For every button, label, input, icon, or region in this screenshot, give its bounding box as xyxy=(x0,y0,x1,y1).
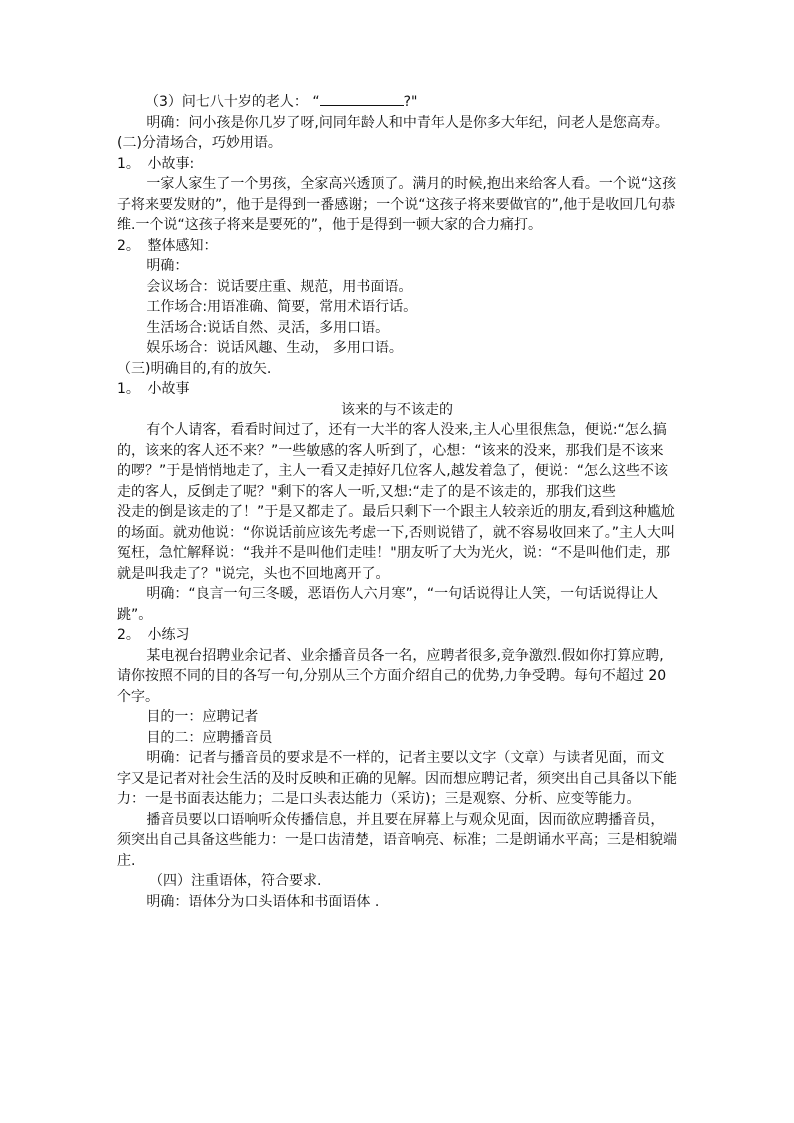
item-title: 小故事: xyxy=(147,155,195,172)
section-3-heading: （三)明确目的,有的放矢. xyxy=(117,360,272,377)
story-title: 该来的与不该走的 xyxy=(341,401,453,418)
story-2-part-1: 有个人请客，看看时间过了，还有一大半的客人没来,主人心里很焦急，便说:“怎么搞的，该来的客人还不来？”一些敏感的客人听到了，心想：“该来的没来，那我们是不该来的啰？”于是悄悄地走了，主人一看又走掉好几位客人,越发着急了，便说：“怎么这些不该走的客人，反倒走了呢？"剩下的客人一听,又想:“走了的是不该走的，那我们这些 xyxy=(117,422,668,500)
clarification-4: 明确：记者与播音员的要求是不一样的，记者主要以文字（文章）与读者见面，而文字又是记者对社会生活的及时反映和正确的见解。因而想应聘记者，须突出自己具备以下能力：一是书面表达能力；二是口头表达能力（采访)；三是观察、分析、应变等能力。 xyxy=(117,750,677,807)
question-3-text: （3）问七八十岁的老人： “ xyxy=(145,94,320,110)
goal-reporter: 目的一：应聘记者 xyxy=(146,709,259,725)
section-2-heading: (二)分清场合，巧妙用语。 xyxy=(117,135,282,151)
section-3-item-1 xyxy=(117,379,677,400)
item-title: 小故事 xyxy=(147,381,190,397)
goal-announcer: 目的二：应聘播音员 xyxy=(146,729,273,746)
clarification-5: 明确：语体分为口头语体和书面语体 . xyxy=(146,893,380,910)
story-2-part-2: 没走的倒是该走的了！”于是又都走了。最后只剩下一个跟主人较亲近的朋友,看到这种尴尬的场面。就劝他说：“你说话前应该先考虑一下,否则说错了，就不容易收回来了。”主人大叫冤枉，急忙解释说：“我并不是叫他们走哇！"朋友听了大为光火，说：“不是叫他们走，那就是叫我走了？"说完，头也不回地离开了。 xyxy=(117,504,675,582)
document-page xyxy=(117,92,677,912)
clarification-1: 明确：问小孩是你几岁了呀,问同年龄人和中青年人是你多大年纪，问老人是您高寿。 xyxy=(146,114,669,131)
item-title: 小练习 xyxy=(147,627,190,643)
scene-life: 生活场合:说话自然、灵活，多用口语。 xyxy=(146,319,390,336)
story-1: 一家人家生了一个男孩，全家高兴透顶了。满月的时候,抱出来给客人看。一个说“这孩子将来要发财的”，他于是得到一番感谢；一个说“这孩子将来要做官的”,他于是收回几句恭维.一个说“这孩子将来是要死的”，他于是得到一顿大家的合力痛打。 xyxy=(117,176,677,233)
item-title: 整体感知： xyxy=(147,237,218,254)
question-3-end: ?" xyxy=(403,94,418,110)
announcer-requirements: 播音员要以口语响听众传播信息，并且要在屏幕上与观众见面，因而欲应聘播音员，须突出自己具备这些能力：一是口齿清楚，语音响亮、标准；二是朗诵水平高；三是相貌端庄. xyxy=(117,811,677,869)
exercise-text: 某电视台招聘业余记者、业余播音员各一名，应聘者很多,竞争激烈.假如你打算应聘,请你按照不同的目的各写一句,分别从三个方面介绍自己的优势,力争受聘。每句不超过 20 个字。 xyxy=(117,647,667,705)
section-2-item-2 xyxy=(117,236,677,257)
section-3-item-2 xyxy=(117,625,677,646)
scene-work: 工作场合:用语准确、简要，常用术语行话。 xyxy=(146,299,418,315)
item-number: 2。 xyxy=(117,627,140,643)
item-number: 2。 xyxy=(117,237,140,254)
question-3 xyxy=(117,92,677,113)
scene-meeting: 会议场合：说话要庄重、规范，用书面语。 xyxy=(146,278,413,295)
clarification-2: 明确： xyxy=(146,258,189,274)
clarification-3: 明确：“良言一句三冬暖，恶语伤人六月寒”，“一句话说得让人笑，一句话说得让人跳”。 xyxy=(117,586,659,623)
item-number: 1。 xyxy=(117,381,140,397)
answer-blank xyxy=(320,93,404,106)
scene-entertainment: 娱乐场合：说话风趣、生动， 多用口语。 xyxy=(146,340,403,356)
section-2-item-1 xyxy=(117,154,677,175)
section-4-heading: （四）注重语体，符合要求. xyxy=(149,873,322,889)
item-number: 1。 xyxy=(117,155,140,172)
